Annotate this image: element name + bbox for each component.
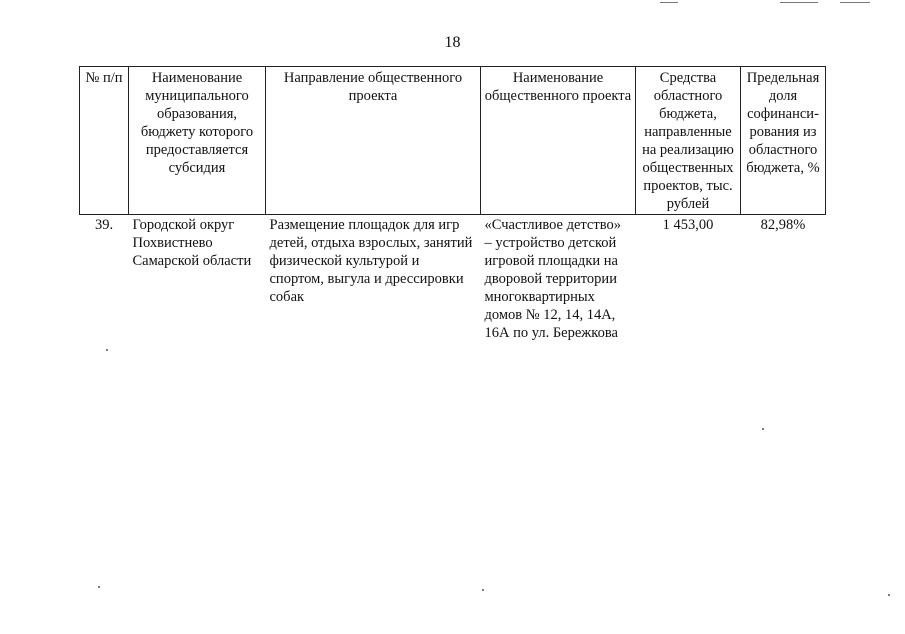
- row-direction: Размещение площадок для игр детей, отдыха взрослых, занятий физической культурой и спортом, выгула и дрессировки собак: [266, 215, 481, 344]
- page-number: 18: [444, 34, 461, 51]
- row-municipality: Городской округ Похвистнево Самарской области: [129, 215, 266, 344]
- header-project: Наименование общественного проекта: [481, 67, 636, 215]
- header-amount: Средства областного бюджета, направленные на реализацию общественных проектов, тыс. рублей: [636, 67, 741, 215]
- header-number: № п/п: [80, 67, 129, 215]
- subsidy-table: [79, 66, 826, 343]
- row-number: 39.: [80, 215, 129, 344]
- table-row: [80, 215, 826, 344]
- scan-speck: [106, 349, 108, 351]
- row-project: «Счастливое детство» – устройство детской игровой площадки на дворовой территории многоквартирных домов № 12, 14, 14А, 16А по ул. Бережкова: [481, 215, 636, 344]
- scan-speck: [888, 594, 890, 596]
- header-share: Предельная доля софинанси-рования из областного бюджета, %: [741, 67, 826, 215]
- row-amount: 1 453,00: [636, 215, 741, 344]
- header-direction: Направление общественного проекта: [266, 67, 481, 215]
- table-header-row: [80, 67, 826, 215]
- scan-speck: [762, 428, 764, 430]
- scan-speck: [98, 586, 100, 588]
- header-municipality: Наименование муниципального образования, бюджету которого предоставляется субсидия: [129, 67, 266, 215]
- scan-speck: [482, 589, 484, 591]
- top-edge-marks: [0, 0, 905, 6]
- row-share: 82,98%: [741, 215, 826, 344]
